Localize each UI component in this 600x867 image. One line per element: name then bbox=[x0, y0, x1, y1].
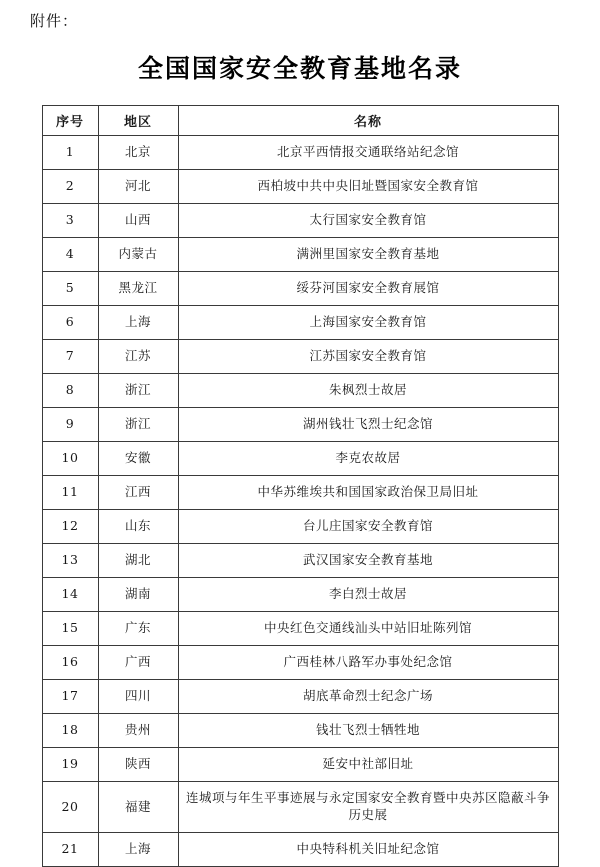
cell-name: 西柏坡中共中央旧址暨国家安全教育馆 bbox=[178, 170, 558, 204]
cell-name: 江苏国家安全教育馆 bbox=[178, 340, 558, 374]
cell-region: 贵州 bbox=[98, 714, 178, 748]
table-row bbox=[42, 782, 558, 833]
table-row bbox=[42, 136, 558, 170]
cell-index: 10 bbox=[42, 442, 98, 476]
table-row bbox=[42, 272, 558, 306]
cell-region: 湖北 bbox=[98, 544, 178, 578]
cell-name: 满洲里国家安全教育基地 bbox=[178, 238, 558, 272]
cell-region: 湖南 bbox=[98, 578, 178, 612]
cell-region: 山东 bbox=[98, 510, 178, 544]
table-row bbox=[42, 442, 558, 476]
cell-region: 河北 bbox=[98, 170, 178, 204]
table-row bbox=[42, 714, 558, 748]
cell-index: 4 bbox=[42, 238, 98, 272]
table-row bbox=[42, 748, 558, 782]
table-row bbox=[42, 833, 558, 867]
table-row bbox=[42, 238, 558, 272]
cell-region: 上海 bbox=[98, 306, 178, 340]
table-header-row bbox=[42, 106, 558, 136]
cell-index: 15 bbox=[42, 612, 98, 646]
cell-name: 台儿庄国家安全教育馆 bbox=[178, 510, 558, 544]
cell-region: 内蒙古 bbox=[98, 238, 178, 272]
cell-index: 6 bbox=[42, 306, 98, 340]
cell-region: 陕西 bbox=[98, 748, 178, 782]
cell-name: 武汉国家安全教育基地 bbox=[178, 544, 558, 578]
cell-index: 5 bbox=[42, 272, 98, 306]
table-row bbox=[42, 374, 558, 408]
cell-name: 胡底革命烈士纪念广场 bbox=[178, 680, 558, 714]
cell-region: 广东 bbox=[98, 612, 178, 646]
cell-region: 浙江 bbox=[98, 374, 178, 408]
cell-index: 14 bbox=[42, 578, 98, 612]
table-row bbox=[42, 510, 558, 544]
cell-index: 11 bbox=[42, 476, 98, 510]
cell-index: 2 bbox=[42, 170, 98, 204]
cell-name: 中央特科机关旧址纪念馆 bbox=[178, 833, 558, 867]
cell-name: 延安中社部旧址 bbox=[178, 748, 558, 782]
column-header-region: 地区 bbox=[98, 106, 178, 136]
cell-index: 3 bbox=[42, 204, 98, 238]
table-row bbox=[42, 408, 558, 442]
table-row bbox=[42, 544, 558, 578]
table-row bbox=[42, 204, 558, 238]
education-base-registry-table bbox=[42, 105, 559, 867]
table-row bbox=[42, 306, 558, 340]
cell-name: 钱壮飞烈士牺牲地 bbox=[178, 714, 558, 748]
attachment-label: 附件： bbox=[30, 12, 79, 30]
cell-region: 福建 bbox=[98, 782, 178, 833]
cell-name: 李白烈士故居 bbox=[178, 578, 558, 612]
cell-index: 20 bbox=[42, 782, 98, 833]
cell-name: 广西桂林八路军办事处纪念馆 bbox=[178, 646, 558, 680]
cell-region: 黑龙江 bbox=[98, 272, 178, 306]
table-row bbox=[42, 476, 558, 510]
cell-name: 太行国家安全教育馆 bbox=[178, 204, 558, 238]
table-row bbox=[42, 646, 558, 680]
cell-index: 19 bbox=[42, 748, 98, 782]
column-header-index: 序号 bbox=[42, 106, 98, 136]
cell-region: 江西 bbox=[98, 476, 178, 510]
cell-region: 北京 bbox=[98, 136, 178, 170]
cell-index: 21 bbox=[42, 833, 98, 867]
table-row bbox=[42, 170, 558, 204]
cell-name: 北京平西情报交通联络站纪念馆 bbox=[178, 136, 558, 170]
table-row bbox=[42, 612, 558, 646]
cell-region: 上海 bbox=[98, 833, 178, 867]
cell-region: 江苏 bbox=[98, 340, 178, 374]
cell-index: 1 bbox=[42, 136, 98, 170]
cell-index: 13 bbox=[42, 544, 98, 578]
cell-name: 连城项与年生平事迹展与永定国家安全教育暨中央苏区隐蔽斗争历史展 bbox=[178, 782, 558, 833]
cell-index: 12 bbox=[42, 510, 98, 544]
cell-index: 9 bbox=[42, 408, 98, 442]
cell-name: 绥芬河国家安全教育展馆 bbox=[178, 272, 558, 306]
table-body bbox=[42, 136, 558, 867]
cell-name: 湖州钱壮飞烈士纪念馆 bbox=[178, 408, 558, 442]
cell-name: 朱枫烈士故居 bbox=[178, 374, 558, 408]
cell-index: 7 bbox=[42, 340, 98, 374]
table-row bbox=[42, 340, 558, 374]
cell-region: 广西 bbox=[98, 646, 178, 680]
cell-name: 李克农故居 bbox=[178, 442, 558, 476]
cell-region: 山西 bbox=[98, 204, 178, 238]
cell-index: 16 bbox=[42, 646, 98, 680]
page-title: 全国国家安全教育基地名录 bbox=[137, 54, 462, 83]
cell-index: 8 bbox=[42, 374, 98, 408]
cell-region: 安徽 bbox=[98, 442, 178, 476]
column-header-name: 名称 bbox=[178, 106, 558, 136]
cell-name: 上海国家安全教育馆 bbox=[178, 306, 558, 340]
table-row bbox=[42, 578, 558, 612]
cell-name: 中华苏维埃共和国国家政治保卫局旧址 bbox=[178, 476, 558, 510]
cell-region: 浙江 bbox=[98, 408, 178, 442]
cell-region: 四川 bbox=[98, 680, 178, 714]
cell-name: 中央红色交通线汕头中站旧址陈列馆 bbox=[178, 612, 558, 646]
cell-index: 18 bbox=[42, 714, 98, 748]
table-row bbox=[42, 680, 558, 714]
cell-index: 17 bbox=[42, 680, 98, 714]
